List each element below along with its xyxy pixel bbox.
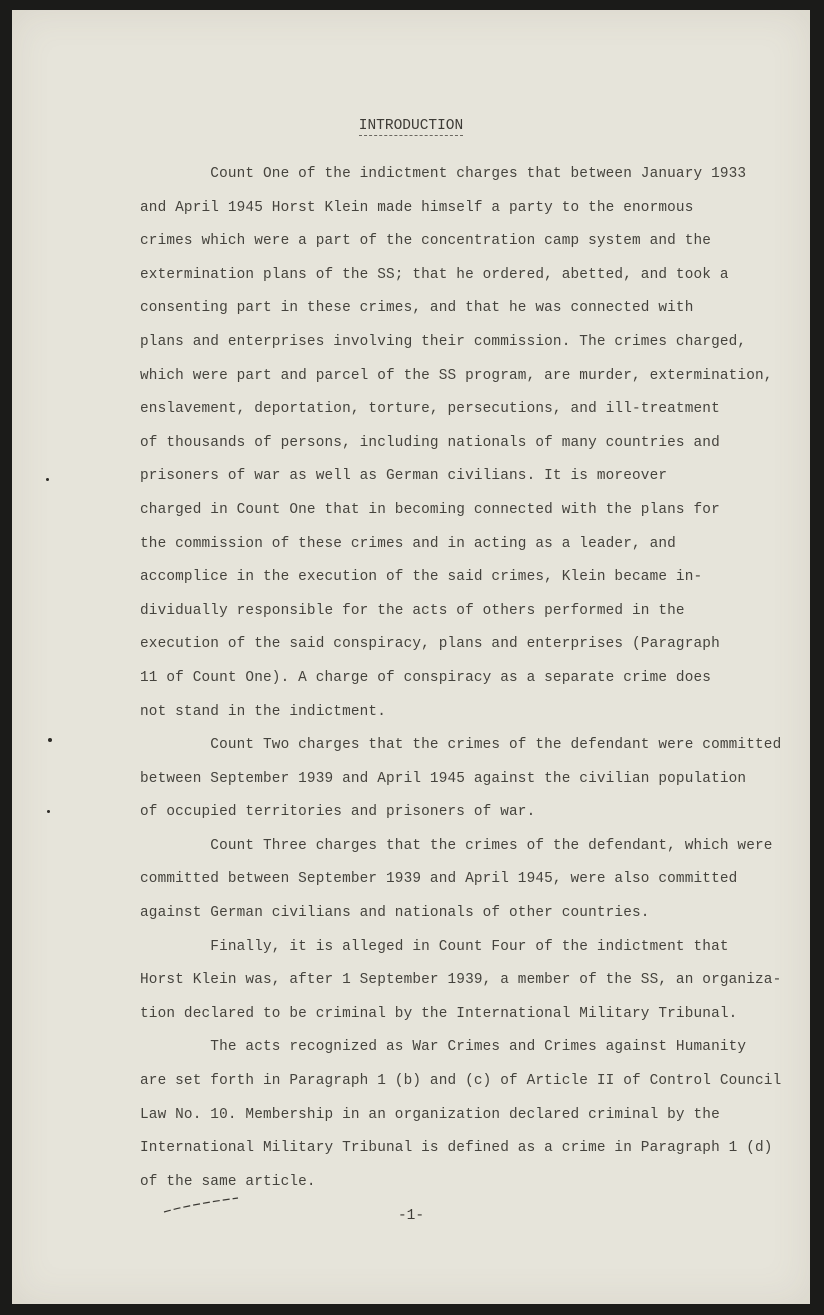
text-line: plans and enterprises involving their commission. The crimes charged, [140,333,747,350]
text-line: enslavement, deportation, torture, persecutions, and ill-treatment [140,401,720,418]
text-line: International Military Tribunal is defined as a crime in Paragraph 1 (d) [140,1140,773,1157]
text-line: accomplice in the execution of the said crimes, Klein became in- [140,569,703,586]
text-line: of thousands of persons, including nationals of many countries and [140,434,720,451]
text-line: dividually responsible for the acts of others performed in the [140,602,685,619]
text-line: extermination plans of the SS; that he ordered, abetted, and took a [140,266,729,283]
pencil-stroke [162,1194,242,1216]
document-page [12,10,810,1304]
text-line: tion declared to be criminal by the International Military Tribunal. [140,1005,738,1022]
text-line: consenting part in these crimes, and that he was connected with [140,300,694,317]
text-line: execution of the said conspiracy, plans and enterprises (Paragraph [140,636,720,653]
text-line: Count Three charges that the crimes of the defendant, which were [140,837,773,854]
text-line: Finally, it is alleged in Count Four of the indictment that [140,938,729,955]
text-line: prisoners of war as well as German civilians. It is moreover [140,468,668,485]
text-line: 11 of Count One). A charge of conspiracy as a separate crime does [140,669,712,686]
margin-mark [46,478,49,481]
text-line: Horst Klein was, after 1 September 1939, a member of the SS, an organiza- [140,972,782,989]
text-line: Count Two charges that the crimes of the defendant were committed [140,737,782,754]
text-line: committed between September 1939 and April 1945, were also committed [140,871,738,888]
text-line: and April 1945 Horst Klein made himself a party to the enormous [140,199,694,216]
text-line: charged in Count One that in becoming connected with the plans for [140,501,720,518]
document-body [140,158,782,1199]
text-line: The acts recognized as War Crimes and Crimes against Humanity [140,1039,747,1056]
document-title: INTRODUCTION [358,118,464,134]
margin-mark [48,738,52,742]
margin-mark [47,810,50,813]
text-line: which were part and parcel of the SS program, are murder, extermination, [140,367,773,384]
text-line: of the same article. [140,1173,316,1190]
page-number: -1- [397,1208,425,1224]
text-line: crimes which were a part of the concentration camp system and the [140,233,712,250]
text-line: against German civilians and nationals of other countries. [140,905,650,922]
text-line: the commission of these crimes and in acting as a leader, and [140,535,676,552]
text-line: are set forth in Paragraph 1 (b) and (c) of Article II of Control Council [140,1073,782,1090]
text-line: not stand in the indictment. [140,703,387,720]
text-line: Law No. 10. Membership in an organization declared criminal by the [140,1106,720,1123]
text-line: Count One of the indictment charges that between January 1933 [140,166,747,182]
text-line: between September 1939 and April 1945 against the civilian population [140,770,747,787]
text-line: of occupied territories and prisoners of war. [140,804,536,821]
